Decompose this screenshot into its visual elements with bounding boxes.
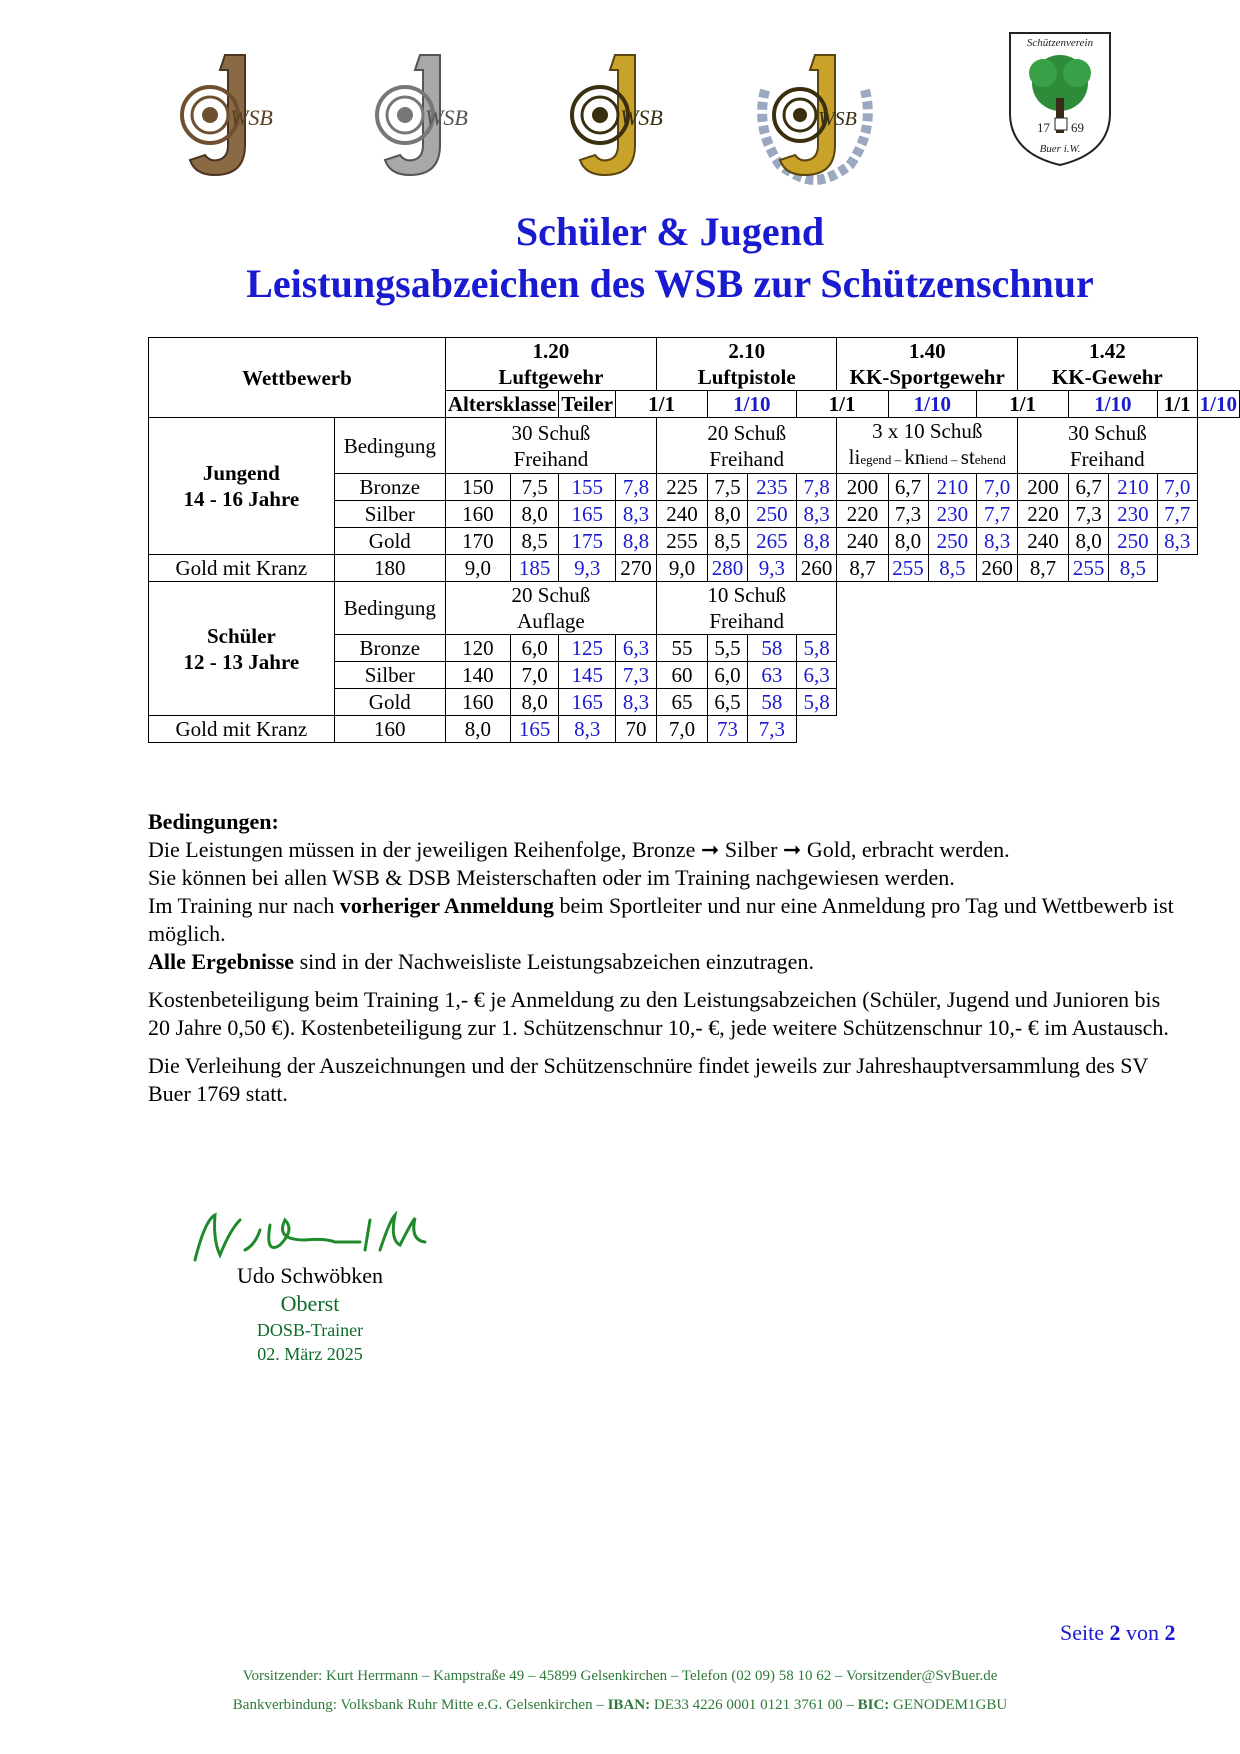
value-cell: 170 — [445, 528, 510, 555]
svg-text:WSB: WSB — [620, 105, 663, 130]
value-cell: 7,7 — [977, 501, 1018, 528]
value-cell: 8,3 — [559, 716, 616, 743]
value-cell: 235 — [747, 474, 796, 501]
value-cell: 8,5 — [928, 555, 977, 582]
value-cell: 7,3 — [616, 662, 657, 689]
signer-rank: Oberst — [280, 1291, 340, 1316]
value-cell: 250 — [1109, 528, 1158, 555]
footer-contact: Vorsitzender: Kurt Herrmann – Kampstraße 49 – 45899 Gelsenkirchen – Telefon (02 09) 58 10 62 – Vorsitzender@SvBuer.de — [242, 1668, 998, 1684]
condition-cell: 20 Schuß Auflage — [445, 582, 656, 635]
level-label: Silber — [334, 501, 445, 528]
table-row — [149, 716, 1240, 743]
requirements-table — [148, 337, 1240, 743]
condition-cell: 10 Schuß Freihand — [656, 582, 837, 635]
table-row — [149, 555, 1240, 582]
value-cell: 5,8 — [796, 689, 837, 716]
teiler-1-1: 1/1 — [616, 391, 708, 418]
value-cell: 155 — [559, 474, 616, 501]
value-cell: 8,0 — [888, 528, 928, 555]
value-cell: 270 — [616, 555, 657, 582]
svg-text:WSB: WSB — [425, 105, 468, 130]
value-cell: 73 — [707, 716, 747, 743]
jugend-class-cell: Jungend 14 - 16 Jahre — [149, 418, 335, 555]
value-cell: 8,5 — [1109, 555, 1158, 582]
value-cell: 7,0 — [1157, 474, 1197, 501]
value-cell: 8,8 — [796, 528, 837, 555]
value-cell: 6,7 — [1069, 474, 1109, 501]
svg-text:WSB: WSB — [230, 105, 273, 130]
value-cell: 6,0 — [510, 635, 558, 662]
value-cell: 145 — [559, 662, 616, 689]
conditions-line: Sie können bei allen WSB & DSB Meisterschaften oder im Training nachgewiesen werden. — [148, 865, 955, 890]
conditions-line: Alle Ergebnisse sind in der Nachweisliste Leistungsabzeichen einzutragen. — [148, 949, 814, 974]
condition-cell: 3 x 10 Schuß liegend – kniend – stehend — [837, 418, 1018, 474]
signer-name: Udo Schwöbken — [236, 1263, 384, 1288]
value-cell: 230 — [928, 501, 977, 528]
badge-row — [170, 50, 950, 190]
level-label: Bronze — [334, 474, 445, 501]
discipline-header: 1.20 Luftgewehr — [445, 338, 656, 391]
value-cell: 7,3 — [747, 716, 796, 743]
value-cell: 140 — [445, 662, 510, 689]
schueler-condition-row — [149, 582, 1240, 635]
cost-paragraph: Kostenbeteiligung beim Training 1,- € je Anmeldung zu den Leistungsabzeichen (Schüler, Jugend und Junioren bis 20 Jahre 0,50 €). Kostenbeteiligung zur 1. Schützenschnur 10,- €, jede weitere Schützenschnur 10,- € im Austausch. — [148, 987, 1169, 1040]
discipline-header: 2.10 Luftpistole — [656, 338, 837, 391]
teiler-1-1: 1/1 — [796, 391, 888, 418]
value-cell: 6,7 — [888, 474, 928, 501]
level-label: Bronze — [334, 635, 445, 662]
level-label: Gold — [334, 689, 445, 716]
value-cell: 255 — [888, 555, 928, 582]
value-cell: 8,3 — [977, 528, 1018, 555]
value-cell: 55 — [656, 635, 707, 662]
value-cell: 225 — [656, 474, 707, 501]
value-cell: 8,0 — [510, 689, 558, 716]
value-cell: 60 — [656, 662, 707, 689]
value-cell: 210 — [1109, 474, 1158, 501]
value-cell: 6,0 — [707, 662, 747, 689]
teiler-1-1: 1/1 — [1157, 391, 1197, 418]
value-cell: 8,0 — [707, 501, 747, 528]
discipline-header: 1.42 KK-Gewehr — [1018, 338, 1198, 391]
discipline-header: 1.40 KK-Sportgewehr — [837, 338, 1018, 391]
value-cell: 255 — [1069, 555, 1109, 582]
value-cell: 6,5 — [707, 689, 747, 716]
club-crest — [1005, 28, 1115, 168]
value-cell: 7,8 — [616, 474, 657, 501]
svg-text:69: 69 — [1071, 120, 1084, 135]
value-cell: 6,3 — [796, 662, 837, 689]
value-cell: 65 — [656, 689, 707, 716]
value-cell: 165 — [559, 501, 616, 528]
teiler-1-10: 1/10 — [1197, 391, 1239, 418]
value-cell: 160 — [334, 716, 445, 743]
value-cell: 7,7 — [1157, 501, 1197, 528]
value-cell: 63 — [747, 662, 796, 689]
title-line-2: Leistungsabzeichen des WSB zur Schützenschnur — [246, 261, 1094, 306]
condition-cell: 20 Schuß Freihand — [656, 418, 837, 474]
schueler-class-cell: Schüler 12 - 13 Jahre — [149, 582, 335, 716]
value-cell: 165 — [510, 716, 558, 743]
value-cell: 265 — [747, 528, 796, 555]
award-paragraph: Die Verleihung der Auszeichnungen und der Schützenschnüre findet jeweils zur Jahreshauptversammlung des SV Buer 1769 statt. — [148, 1053, 1148, 1106]
level-label: Gold mit Kranz — [149, 716, 335, 743]
value-cell: 180 — [334, 555, 445, 582]
value-cell: 7,3 — [888, 501, 928, 528]
teiler-header: Teiler — [559, 391, 616, 418]
bedingung-label: Bedingung — [334, 418, 445, 474]
value-cell: 8,0 — [510, 501, 558, 528]
svg-text:Buer i.W.: Buer i.W. — [1039, 143, 1081, 155]
value-cell: 150 — [445, 474, 510, 501]
value-cell: 240 — [837, 528, 888, 555]
value-cell: 7,0 — [977, 474, 1018, 501]
value-cell: 160 — [445, 689, 510, 716]
svg-text:Schützenverein: Schützenverein — [1026, 37, 1094, 49]
value-cell: 250 — [928, 528, 977, 555]
value-cell: 165 — [559, 689, 616, 716]
teiler-1-1: 1/1 — [977, 391, 1069, 418]
conditions-heading: Bedingungen: — [148, 809, 279, 834]
value-cell: 9,3 — [747, 555, 796, 582]
value-cell: 240 — [656, 501, 707, 528]
signature-date: 02. März 2025 — [257, 1344, 363, 1364]
value-cell: 8,5 — [707, 528, 747, 555]
handwritten-signature — [185, 1200, 455, 1270]
altersklasse-header: Altersklasse — [445, 391, 559, 418]
value-cell: 6,3 — [616, 635, 657, 662]
bronze-badge — [170, 50, 280, 185]
svg-text:WSB: WSB — [818, 108, 857, 130]
value-cell: 160 — [445, 501, 510, 528]
value-cell: 260 — [796, 555, 837, 582]
conditions-line: Die Leistungen müssen in der jeweiligen Reihenfolge, Bronze ➞ Silber ➞ Gold, erbracht werden. — [148, 837, 1010, 862]
value-cell: 9,3 — [559, 555, 616, 582]
value-cell: 210 — [928, 474, 977, 501]
teiler-1-10: 1/10 — [1069, 391, 1158, 418]
teiler-1-10: 1/10 — [707, 391, 796, 418]
value-cell: 5,5 — [707, 635, 747, 662]
value-cell: 5,8 — [796, 635, 837, 662]
value-cell: 8,3 — [616, 501, 657, 528]
value-cell: 240 — [1018, 528, 1069, 555]
page-number: Seite 2 von 2 — [1060, 1620, 1176, 1645]
value-cell: 175 — [559, 528, 616, 555]
svg-text:17: 17 — [1037, 120, 1050, 135]
value-cell: 230 — [1109, 501, 1158, 528]
gold-badge — [560, 50, 670, 185]
condition-cell: 30 Schuß Freihand — [1018, 418, 1198, 474]
silver-badge — [365, 50, 475, 185]
value-cell: 260 — [977, 555, 1018, 582]
value-cell: 58 — [747, 689, 796, 716]
value-cell: 9,0 — [656, 555, 707, 582]
value-cell: 220 — [1018, 501, 1069, 528]
value-cell: 7,5 — [510, 474, 558, 501]
value-cell: 200 — [837, 474, 888, 501]
level-label: Gold mit Kranz — [149, 555, 335, 582]
footer-bank: Bankverbindung: Volksbank Ruhr Mitte e.G. Gelsenkirchen – IBAN: DE33 4226 0001 0121 3761 00 – BIC: GENODEM1GBU — [232, 1697, 1008, 1713]
value-cell: 8,5 — [510, 528, 558, 555]
title-line-1: Schüler & Jugend — [515, 209, 825, 254]
value-cell: 8,3 — [1157, 528, 1197, 555]
wettbewerb-header: Wettbewerb — [149, 338, 446, 418]
bedingung-label: Bedingung — [334, 582, 445, 635]
value-cell: 220 — [837, 501, 888, 528]
value-cell: 7,0 — [656, 716, 707, 743]
value-cell: 70 — [616, 716, 657, 743]
value-cell: 8,0 — [1069, 528, 1109, 555]
value-cell: 250 — [747, 501, 796, 528]
value-cell: 58 — [747, 635, 796, 662]
value-cell: 7,5 — [707, 474, 747, 501]
value-cell: 280 — [707, 555, 747, 582]
value-cell: 125 — [559, 635, 616, 662]
value-cell: 255 — [656, 528, 707, 555]
header-row-discipline — [149, 338, 1240, 391]
value-cell: 200 — [1018, 474, 1069, 501]
value-cell: 120 — [445, 635, 510, 662]
value-cell: 8,7 — [837, 555, 888, 582]
condition-cell: 30 Schuß Freihand — [445, 418, 656, 474]
value-cell: 7,0 — [510, 662, 558, 689]
conditions-line: Im Training nur nach vorheriger Anmeldung beim Sportleiter und nur eine Anmeldung pro Tag und Wettbewerb ist möglich. — [148, 893, 1174, 946]
value-cell: 8,0 — [445, 716, 510, 743]
level-label: Silber — [334, 662, 445, 689]
value-cell: 8,3 — [796, 501, 837, 528]
value-cell: 8,8 — [616, 528, 657, 555]
value-cell: 7,3 — [1069, 501, 1109, 528]
level-label: Gold — [334, 528, 445, 555]
value-cell: 7,8 — [796, 474, 837, 501]
value-cell: 8,3 — [616, 689, 657, 716]
conditions-section — [148, 808, 1178, 1108]
signer-role: DOSB-Trainer — [256, 1320, 364, 1340]
value-cell: 9,0 — [445, 555, 510, 582]
teiler-1-10: 1/10 — [888, 391, 977, 418]
value-cell: 185 — [510, 555, 558, 582]
signature-block — [200, 1262, 420, 1366]
gold-wreath-badge — [750, 50, 880, 185]
value-cell: 8,7 — [1018, 555, 1069, 582]
jugend-condition-row — [149, 418, 1240, 474]
